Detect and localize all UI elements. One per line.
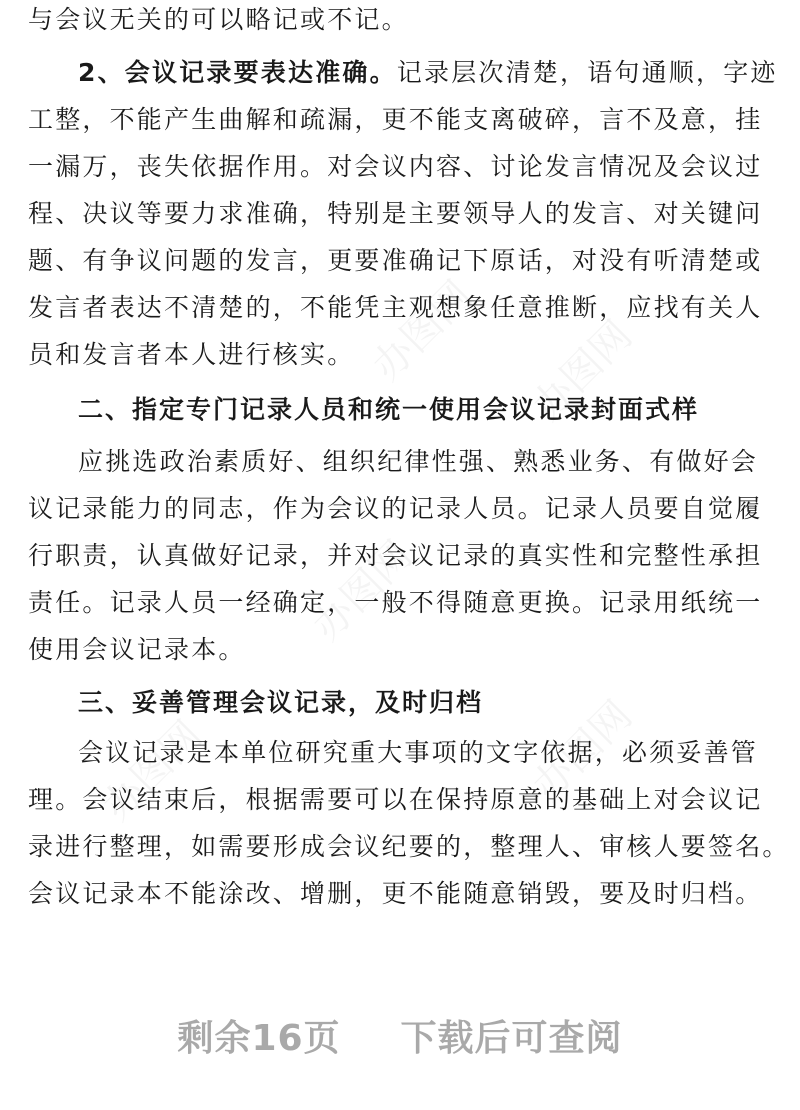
remaining-pages-label: 剩余16页 [177,1018,341,1059]
section3-heading: 三、妥善管理会议记录，及时归档 [78,688,484,717]
section2-line: 使用会议记录本。 [28,635,246,664]
text-line: 题、有争议问题的发言，更要准确记下原话，对没有听清楚或 [28,246,763,275]
section2-line: 行职责，认真做好记录，并对会议记录的真实性和完整性承担 [28,541,763,570]
item2-heading: 2、会议记录要表达准确。 [78,58,397,87]
section2-line: 责任。记录人员一经确定，一般不得随意更换。记录用纸统一 [28,588,763,617]
section2-heading: 二、指定专门记录人员和统一使用会议记录封面式样 [78,395,700,424]
text-line: 员和发言者本人进行核实。 [28,340,355,369]
download-to-view-label: 下载后可查阅 [400,1018,623,1059]
text-line: 一漏万，丧失依据作用。对会议内容、讨论发言情况及会议过 [28,152,763,181]
download-prompt[interactable] [0,1010,800,1061]
item2-text: 记录层次清楚，语句通顺，字迹 [396,58,778,87]
section2-line: 应挑选政治素质好、组织纪律性强、熟悉业务、有做好会 [78,447,759,476]
text-line: 发言者表达不清楚的，不能凭主观想象任意推断，应找有关人 [28,293,763,322]
text-line: 工整，不能产生曲解和疏漏，更不能支离破碎，言不及意，挂 [28,105,763,134]
section3-line: 理。会议结束后，根据需要可以在保持原意的基础上对会议记 [28,785,763,814]
text-line: 与会议无关的可以略记或不记。 [28,5,409,34]
item2-paragraph-line [78,55,800,91]
section2-line: 议记录能力的同志，作为会议的记录人员。记录人员要自觉履 [28,494,763,523]
section3-line: 录进行整理，如需要形成会议纪要的，整理人、审核人要签名。 [28,832,790,861]
section3-line: 会议记录本不能涂改、增删，更不能随意销毁，要及时归档。 [28,879,763,908]
text-line: 程、决议等要力求准确，特别是主要领导人的发言、对关键问 [28,199,763,228]
section3-line: 会议记录是本单位研究重大事项的文字依据，必须妥善管 [78,738,759,767]
